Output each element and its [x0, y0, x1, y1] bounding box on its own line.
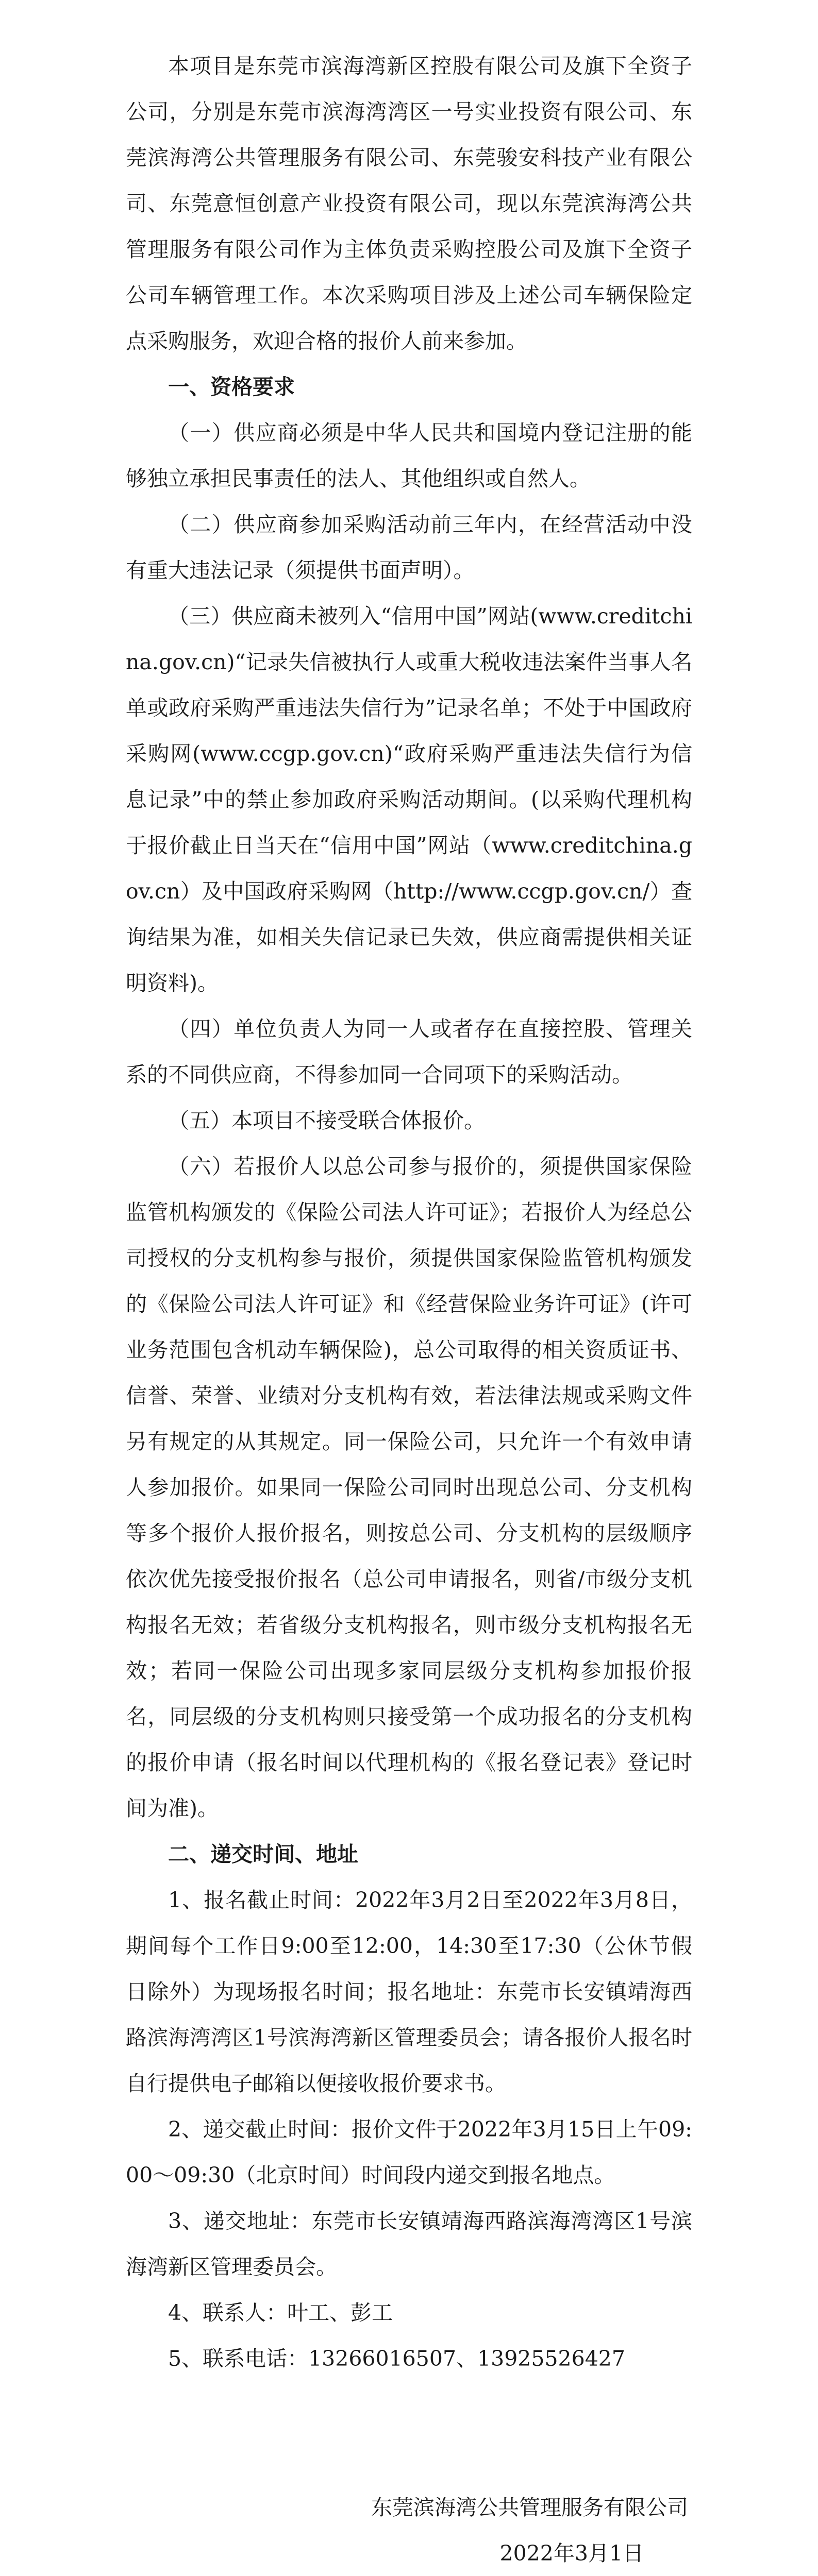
signature-organization: 东莞滨海湾公共管理服务有限公司 — [371, 2495, 688, 2520]
qualification-item-1: （一）供应商必须是中华人民共和国境内登记注册的能够独立承担民事责任的法人、其他组织或自然人。 — [126, 420, 692, 491]
qualification-item-6: （六）若报价人以总公司参与报价的，须提供国家保险监管机构颁发的《保险公司法人许可证》；若报价人为经总公司授权的分支机构参与报价，须提供国家保险监管机构颁发的《保险公司法人许可证》和《经营保险业务许可证》(许可业务范围包含机动车辆保险)，总公司取得的相关资质证书、信誉、荣誉、业绩对分支机构有效，若法律法规或采购文件另有规定的从其规定。同一保险公司，只允许一个有效申请人参加报价。如果同一保险公司同时出现总公司、分支机构等多个报价人报价报名，则按总公司、分支机构的层级顺序依次优先接受报价报名（总公司申请报名，则省/市级分支机构报名无效；若省级分支机构报名，则市级分支机构报名无效；若同一保险公司出现多家同层级分支机构参加报价报名，同层级的分支机构则只接受第一个成功报名的分支机构的报价申请（报名时间以代理机构的《报名登记表》登记时间为准)。 — [126, 1154, 692, 1821]
qualification-item-2: （二）供应商参加采购活动前三年内，在经营活动中没有重大违法记录（须提供书面声明）。 — [126, 512, 692, 583]
submission-item-2: 2、递交截止时间：报价文件于2022年3月15日上午09:00～09:30（北京时间）时间段内递交到报名地点。 — [126, 2117, 692, 2188]
qualification-item-3: （三）供应商未被列入“信用中国”网站(www.creditchina.gov.cn)“记录失信被执行人或重大税收违法案件当事人名单或政府采购严重违法失信行为”记录名单；不处于中国政府采购网(www.ccgp.gov.cn)“政府采购严重违法失信行为信息记录”中的禁止参加政府采购活动期间。(以采购代理机构于报价截止日当天在“信用中国”网站（www.creditchina.gov.cn）及中国政府采购网（http://www.ccgp.gov.cn/）查询结果为准，如相关失信记录已失效，供应商需提供相关证明资料)。 — [126, 604, 692, 995]
qualification-item-5: （五）本项目不接受联合体报价。 — [168, 1108, 485, 1133]
spacer — [126, 2382, 692, 2485]
section-heading-submission: 二、递交时间、地址 — [168, 1842, 358, 1867]
submission-item-1: 1、报名截止时间：2022年3月2日至2022年3月8日，期间每个工作日9:00至12:00，14:30至17:30（公休节假日除外）为现场报名时间；报名地址：东莞市长安镇靖海西路滨海湾湾区1号滨海湾新区管理委员会；请各报价人报名时自行提供电子邮箱以便接收报价要求书。 — [126, 1888, 692, 2096]
submission-item-5: 5、联系电话：13266016507、13925526427 — [168, 2346, 625, 2371]
submission-item-4: 4、联系人：叶工、彭工 — [168, 2300, 393, 2325]
submission-item-3: 3、递交地址：东莞市长安镇靖海西路滨海湾湾区1号滨海湾新区管理委员会。 — [126, 2209, 692, 2279]
section-heading-qualifications: 一、资格要求 — [168, 375, 295, 399]
signature-date: 2022年3月1日 — [499, 2541, 644, 2566]
qualification-item-4: （四）单位负责人为同一人或者存在直接控股、管理关系的不同供应商，不得参加同一合同项下的采购活动。 — [126, 1016, 692, 1087]
intro-paragraph: 本项目是东莞市滨海湾新区控股有限公司及旗下全资子公司，分别是东莞市滨海湾湾区一号实业投资有限公司、东莞滨海湾公共管理服务有限公司、东莞骏安科技产业有限公司、东莞意恒创意产业投资有限公司，现以东莞滨海湾公共管理服务有限公司作为主体负责采购控股公司及旗下全资子公司车辆管理工作。本次采购项目涉及上述公司车辆保险定点采购服务，欢迎合格的报价人前来参加。 — [126, 54, 692, 353]
